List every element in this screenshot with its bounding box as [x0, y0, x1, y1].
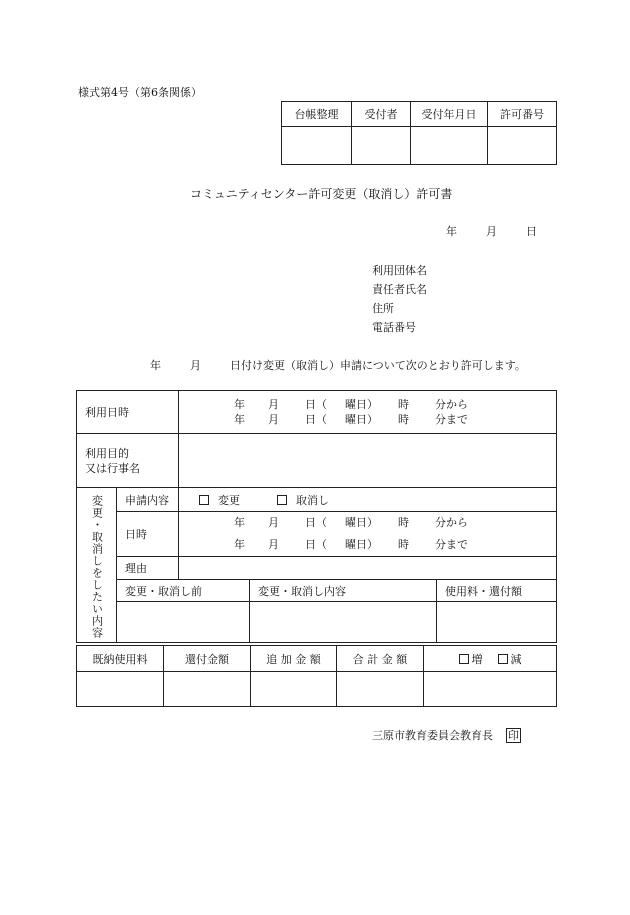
- permit-number-header: 許可番号: [488, 102, 557, 127]
- usage-datetime-label: 利用日時: [77, 391, 179, 434]
- form-number: 様式第4号（第6条関係）: [78, 86, 202, 99]
- issue-year: 年: [446, 225, 457, 238]
- office-use-table: [281, 101, 557, 165]
- receipt-date-cell[interactable]: [411, 127, 488, 165]
- reason-label: 理由: [117, 557, 179, 580]
- usage-datetime-value[interactable]: [179, 391, 557, 434]
- decrease-option[interactable]: 減: [498, 653, 522, 666]
- issue-day: 日: [526, 225, 537, 238]
- request-options: [179, 488, 557, 512]
- increase-decrease-header: [424, 646, 557, 672]
- seal-mark: 印: [508, 729, 519, 742]
- fee-value[interactable]: [437, 602, 557, 643]
- usage-datetime-from: 年 月 日（ 曜日） 時 分から: [234, 398, 468, 411]
- refund-value[interactable]: [164, 672, 251, 707]
- total-value[interactable]: [337, 672, 424, 707]
- fee-table: [76, 645, 557, 707]
- reason-value[interactable]: [179, 557, 557, 580]
- applicant-responsible-label: 責任者氏名: [372, 283, 427, 296]
- increase-option[interactable]: 増: [459, 653, 483, 666]
- receipt-date-header: 受付年月日: [411, 102, 488, 127]
- additional-value[interactable]: [251, 672, 337, 707]
- change-datetime-from: 年 月 日（ 曜日） 時 分から: [234, 516, 468, 529]
- change-datetime-until: 年 月 日（ 曜日） 時 分まで: [234, 538, 468, 551]
- fee-header: 使用料・還付額: [437, 580, 557, 602]
- change-content-header: 変更・取消し内容: [250, 580, 437, 602]
- change-datetime-value[interactable]: [179, 512, 557, 557]
- option-change[interactable]: 変更: [199, 494, 240, 507]
- cancel-checkbox[interactable]: [277, 495, 287, 505]
- intro-text: 年 月 日付け変更（取消し）申請について次のとおり許可します。: [150, 359, 526, 372]
- before-change-header: 変更・取消し前: [117, 580, 250, 602]
- change-content-value[interactable]: [250, 602, 437, 643]
- document-title: コミュニティセンター許可変更（取消し）許可書: [190, 187, 453, 201]
- permit-number-cell[interactable]: [488, 127, 557, 165]
- change-checkbox[interactable]: [199, 495, 209, 505]
- increase-checkbox[interactable]: [459, 654, 469, 664]
- applicant-phone-label: 電話番号: [372, 321, 416, 334]
- purpose-label: 利用目的 又は行事名: [77, 434, 179, 488]
- purpose-value[interactable]: [179, 434, 557, 488]
- receiver-header: 受付者: [352, 102, 411, 127]
- ledger-cell[interactable]: [282, 127, 352, 165]
- signature-text: 三原市教育委員会教育長: [372, 729, 493, 742]
- permit-details-table: [76, 390, 557, 643]
- applicant-address-label: 住所: [372, 302, 394, 315]
- signature: [372, 727, 521, 743]
- refund-header: 還付金額: [164, 646, 251, 672]
- usage-datetime-until: 年 月 日（ 曜日） 時 分まで: [234, 413, 468, 426]
- option-cancel[interactable]: 取消し: [277, 494, 329, 507]
- issue-month: 月: [486, 225, 497, 238]
- paid-fee-value[interactable]: [77, 672, 164, 707]
- change-datetime-label: 日時: [117, 512, 179, 557]
- ledger-header: 台帳整理: [282, 102, 352, 127]
- total-header: 合 計 金 額: [337, 646, 424, 672]
- paid-fee-header: 既納使用料: [77, 646, 164, 672]
- decrease-checkbox[interactable]: [498, 654, 508, 664]
- change-section-label: 変更・取消しをしたい内容: [77, 488, 117, 643]
- before-change-value[interactable]: [117, 602, 250, 643]
- request-content-label: 申請内容: [117, 488, 179, 512]
- receiver-cell[interactable]: [352, 127, 411, 165]
- increase-decrease-value[interactable]: [424, 672, 557, 707]
- issue-date: [446, 223, 537, 239]
- additional-header: 追 加 金 額: [251, 646, 337, 672]
- applicant-org-label: 利用団体名: [372, 264, 427, 277]
